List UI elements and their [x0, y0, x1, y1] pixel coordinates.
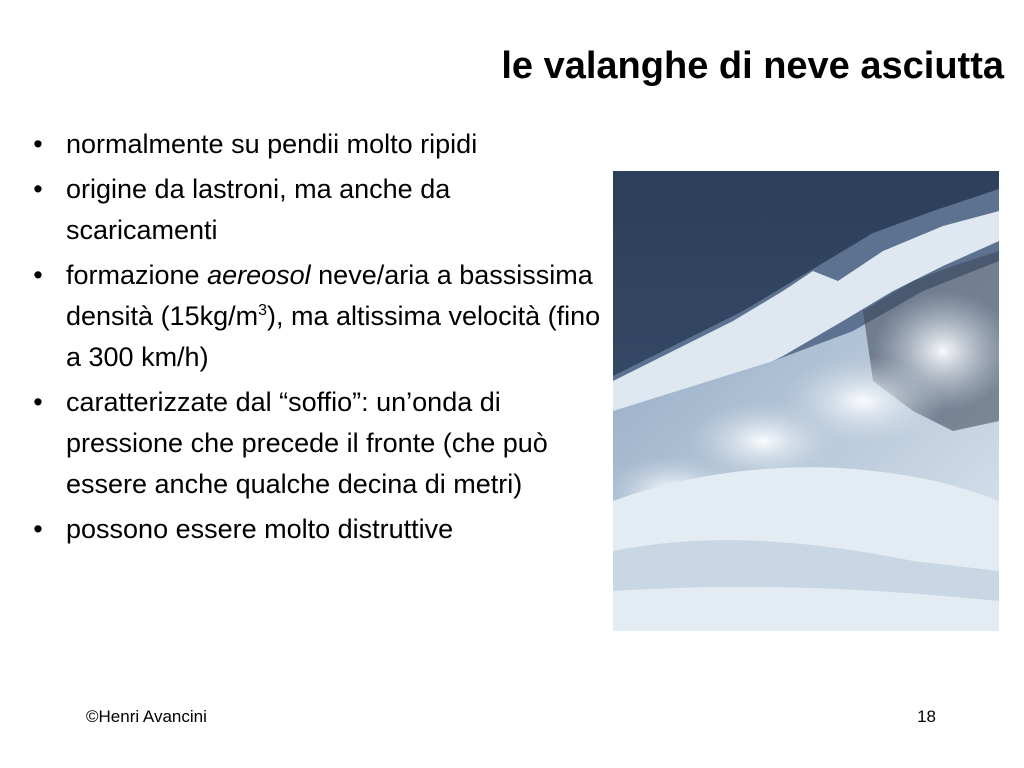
bullet-item	[28, 382, 603, 505]
bullet-item	[28, 509, 603, 550]
bullet-text: normalmente su pendii molto ripidi	[66, 129, 478, 159]
bullet-text: caratterizzate dal “soffio”: un’onda di pressione che precede il fronte (che può essere anche qualche decina di metri)	[66, 387, 548, 499]
bullet-text: origine da lastroni, ma anche da scaricamenti	[66, 174, 451, 245]
bullet-text-emphasis: aereosol	[207, 260, 311, 290]
bullet-list	[28, 124, 603, 554]
bullet-marker: •	[33, 514, 43, 544]
avalanche-photo-illustration	[613, 171, 999, 631]
slide-title: le valanghe di neve asciutta	[501, 45, 1004, 87]
avalanche-photo	[613, 171, 999, 631]
bullet-marker: •	[33, 387, 43, 417]
footer-author: ©Henri Avancini	[86, 707, 207, 726]
bullet-text-suffix: ), ma altissima velocità (fino a 300 km/h)	[66, 301, 601, 372]
bullet-marker: •	[33, 129, 43, 159]
bullet-item	[28, 124, 603, 165]
bullet-marker: •	[33, 174, 43, 204]
bullet-text-superscript: 3	[258, 302, 268, 319]
page-number: 18	[917, 707, 936, 726]
bullet-text-middle: neve/aria a bassissima densità (15kg/m	[66, 260, 593, 331]
bullet-marker: •	[33, 260, 43, 290]
bullet-text-prefix: formazione	[66, 260, 208, 290]
bullet-text: possono essere molto distruttive	[66, 514, 454, 544]
bullet-item	[28, 169, 603, 251]
bullet-item	[28, 255, 603, 378]
